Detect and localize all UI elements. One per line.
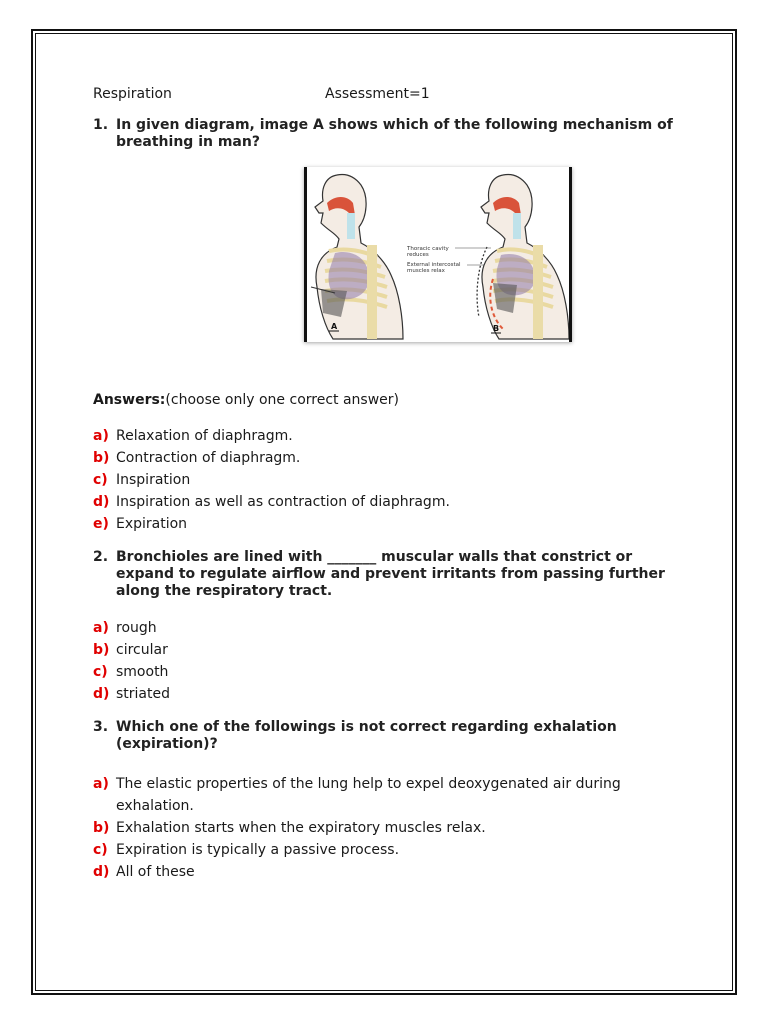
option-letter: b) (93, 820, 110, 836)
option-1d[interactable] (93, 491, 683, 513)
option-letter: b) (93, 450, 110, 466)
question-number: 1. (93, 117, 109, 133)
option-text: The elastic properties of the lung help to expel deoxygenated air during exhalation. (116, 776, 621, 814)
worksheet (93, 86, 683, 151)
worksheet-continued (93, 392, 683, 883)
question-text: In given diagram, image A shows which of the following mechanism of breathing in man? (116, 117, 673, 150)
option-text: Inspiration as well as contraction of diaphragm. (116, 494, 450, 510)
question-1-options (93, 425, 683, 535)
option-text: Inspiration (116, 472, 191, 488)
option-1b[interactable] (93, 447, 683, 469)
figure-b (477, 174, 569, 339)
option-1a[interactable] (93, 425, 683, 447)
option-3a[interactable] (93, 773, 633, 817)
option-letter: a) (93, 620, 109, 636)
option-text: Expiration is typically a passive process. (116, 842, 400, 858)
answers-hint: (choose only one correct answer) (165, 392, 399, 408)
option-text: circular (116, 642, 168, 658)
option-letter: b) (93, 642, 110, 658)
option-text: smooth (116, 664, 169, 680)
annotation-intercostal-1: External intercostal (407, 262, 461, 268)
question-text: Which one of the followings is not correct regarding exhalation (expiration)? (116, 719, 617, 752)
question-number: 2. (93, 549, 109, 565)
question-2 (93, 549, 683, 600)
option-letter: d) (93, 864, 110, 880)
subject-title: Respiration (93, 86, 172, 102)
annotation-intercostal-2: muscles relax (407, 268, 445, 274)
option-1c[interactable] (93, 469, 683, 491)
option-3b[interactable] (93, 817, 633, 839)
option-2a[interactable] (93, 617, 683, 639)
assessment-label: Assessment=1 (325, 86, 430, 102)
option-letter: e) (93, 516, 109, 532)
option-2d[interactable] (93, 683, 683, 705)
option-text: Exhalation starts when the expiratory muscles relax. (116, 820, 486, 836)
option-3d[interactable] (93, 861, 633, 883)
option-letter: d) (93, 686, 110, 702)
option-letter: a) (93, 428, 109, 444)
figure-b-label: B (493, 324, 500, 333)
question-3 (93, 719, 683, 753)
option-text: rough (116, 620, 157, 636)
figure-a-label: A (331, 322, 338, 331)
option-letter: c) (93, 842, 108, 858)
option-text: All of these (116, 864, 195, 880)
worksheet-header (93, 86, 683, 106)
breathing-diagram-svg (307, 167, 569, 342)
option-letter: c) (93, 664, 108, 680)
option-letter: a) (93, 776, 109, 792)
option-letter: d) (93, 494, 110, 510)
option-1e[interactable] (93, 513, 683, 535)
breathing-diagram (304, 167, 572, 342)
annotation-thoracic-2: reduces (407, 252, 429, 258)
option-3c[interactable] (93, 839, 633, 861)
option-text: Relaxation of diaphragm. (116, 428, 293, 444)
question-1 (93, 117, 683, 151)
option-text: striated (116, 686, 170, 702)
question-text: Bronchioles are lined with _______ muscular walls that constrict or expand to regulate airflow and prevent irritants from passing further along the respiratory tract. (116, 549, 665, 599)
question-2-options (93, 617, 683, 705)
answers-label: Answers: (93, 392, 166, 408)
option-2b[interactable] (93, 639, 683, 661)
question-number: 3. (93, 719, 109, 735)
option-2c[interactable] (93, 661, 683, 683)
option-text: Contraction of diaphragm. (116, 450, 301, 466)
question-3-options (93, 773, 633, 883)
option-text: Expiration (116, 516, 188, 532)
figure-annotations (406, 246, 495, 274)
figure-a (311, 174, 403, 339)
option-letter: c) (93, 472, 108, 488)
answers-instruction (93, 392, 683, 408)
annotation-thoracic-1: Thoracic cavity (407, 246, 449, 252)
